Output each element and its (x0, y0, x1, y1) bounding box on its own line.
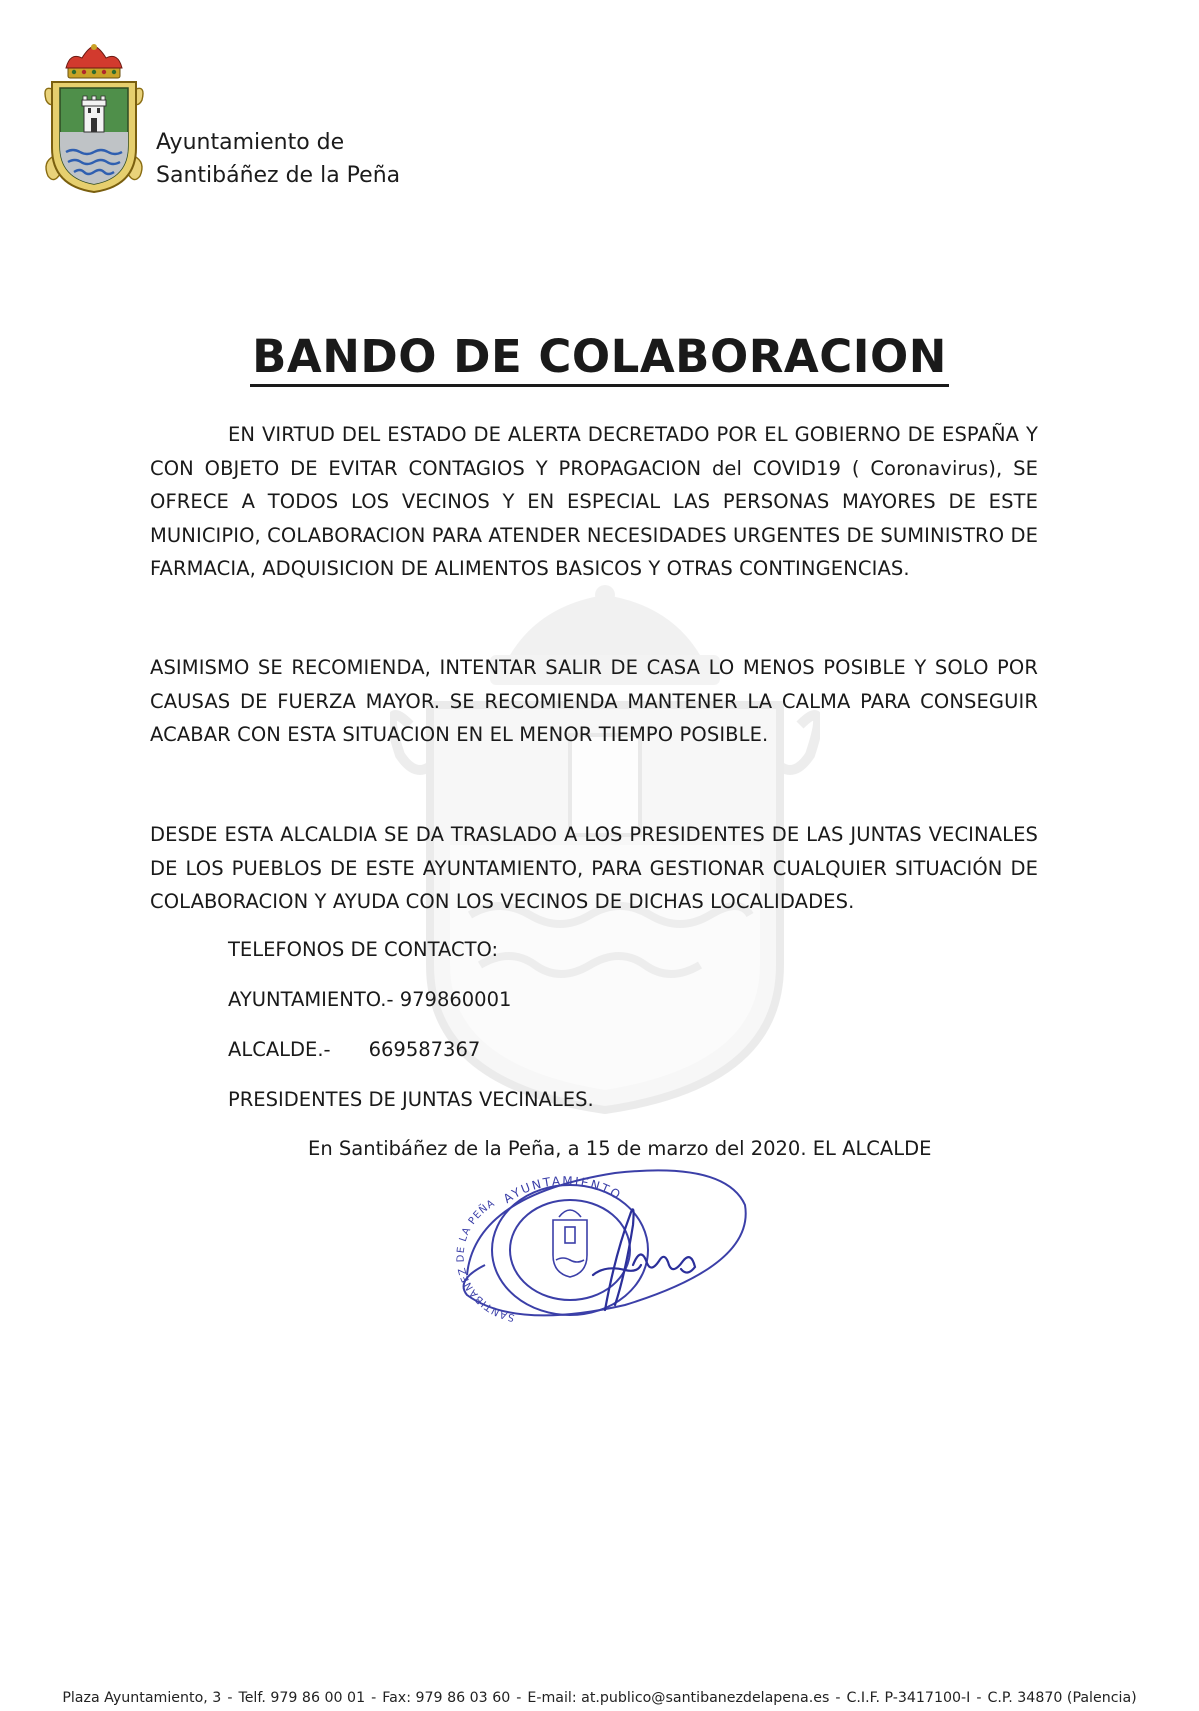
footer-fax: Fax: 979 86 03 60 (382, 1690, 511, 1706)
official-stamp-icon (455, 1165, 765, 1325)
paragraph-alert-text: EN VIRTUD DEL ESTADO DE ALERTA DECRETADO POR EL GOBIERNO DE ESPAÑA Y CON OBJETO DE EVITAR CONTAGIOS Y PROPAGACION del COVID19 ( Coronavirus), SE OFRECE A TODOS LOS VECINOS Y EN ESPECIAL LAS PERSONAS MAYORES DE ESTE MUNICIPIO, COLABORACION PARA ATENDER NECESIDADES URGENTES DE SUMINISTRO DE FARMACIA, ADQUISICION DE ALIMENTOS BASICOS Y OTRAS CONTINGENCIAS. (150, 423, 1038, 580)
footer-phone: Telf. 979 86 00 01 (238, 1690, 366, 1706)
stamp-text-left: SANTIBÁÑEZ DE LA PEÑA (455, 1197, 516, 1323)
footer-cif: C.I.F. P-3417100-I (846, 1690, 971, 1706)
municipality-name (156, 126, 400, 192)
paragraph-alert (150, 418, 1038, 586)
contact-presidentes: PRESIDENTES DE JUNTAS VECINALES. (228, 1088, 594, 1111)
contact-alcalde (228, 1038, 480, 1061)
paragraph-recommendation (150, 651, 1038, 752)
footer-address: Plaza Ayuntamiento, 3 (62, 1690, 222, 1706)
document-title-text: BANDO DE COLABORACION (250, 330, 949, 387)
paragraph-neighborhood-boards (150, 818, 1038, 919)
document-title (0, 330, 1199, 387)
stamp-text-top: AYUNTAMIENTO (500, 1173, 625, 1206)
footer-postal-code: C.P. 34870 (Palencia) (987, 1690, 1137, 1706)
contact-ayuntamiento: AYUNTAMIENTO.- 979860001 (228, 988, 512, 1011)
svg-text:SANTIBÁÑEZ DE LA PEÑA (456, 1198, 516, 1323)
org-name-line2: Santibáñez de la Peña (156, 163, 401, 188)
coat-of-arms-icon (40, 44, 148, 196)
footer-contact-info: Plaza Ayuntamiento, 3 - Telf. 979 86 00 01 - Fax: 979 86 03 60 - E-mail: at.publico@santibanezdelapena.es - C.I.F. P-3417100-I - C.P. 34870 (Palencia) (62, 1690, 1137, 1706)
paragraph-recommendation-text: ASIMISMO SE RECOMIENDA, INTENTAR SALIR DE CASA LO MENOS POSIBLE Y SOLO POR CAUSAS DE FUERZA MAYOR. SE RECOMIENDA MANTENER LA CALMA PARA CONSEGUIR ACABAR CON ESTA SITUACION EN EL MENOR TIEMPO POSIBLE. (150, 656, 1038, 746)
contacts-heading: TELEFONOS DE CONTACTO: (228, 938, 499, 961)
contact-alcalde-label: ALCALDE.- (228, 1038, 331, 1061)
contact-alcalde-phone: 669587367 (368, 1038, 481, 1061)
paragraph-neighborhood-boards-text: DESDE ESTA ALCALDIA SE DA TRASLADO A LOS PRESIDENTES DE LAS JUNTAS VECINALES DE LOS PUEBLOS DE ESTE AYUNTAMIENTO, PARA GESTIONAR CUALQUIER SITUACIÓN DE COLABORACION Y AYUDA CON LOS VECINOS DE DICHAS LOCALIDADES. (150, 823, 1038, 913)
org-name-line1: Ayuntamiento de (156, 130, 345, 155)
dateline: En Santibáñez de la Peña, a 15 de marzo del 2020. EL ALCALDE (308, 1137, 932, 1160)
footer-email[interactable]: E-mail: at.publico@santibanezdelapena.es (527, 1690, 830, 1706)
